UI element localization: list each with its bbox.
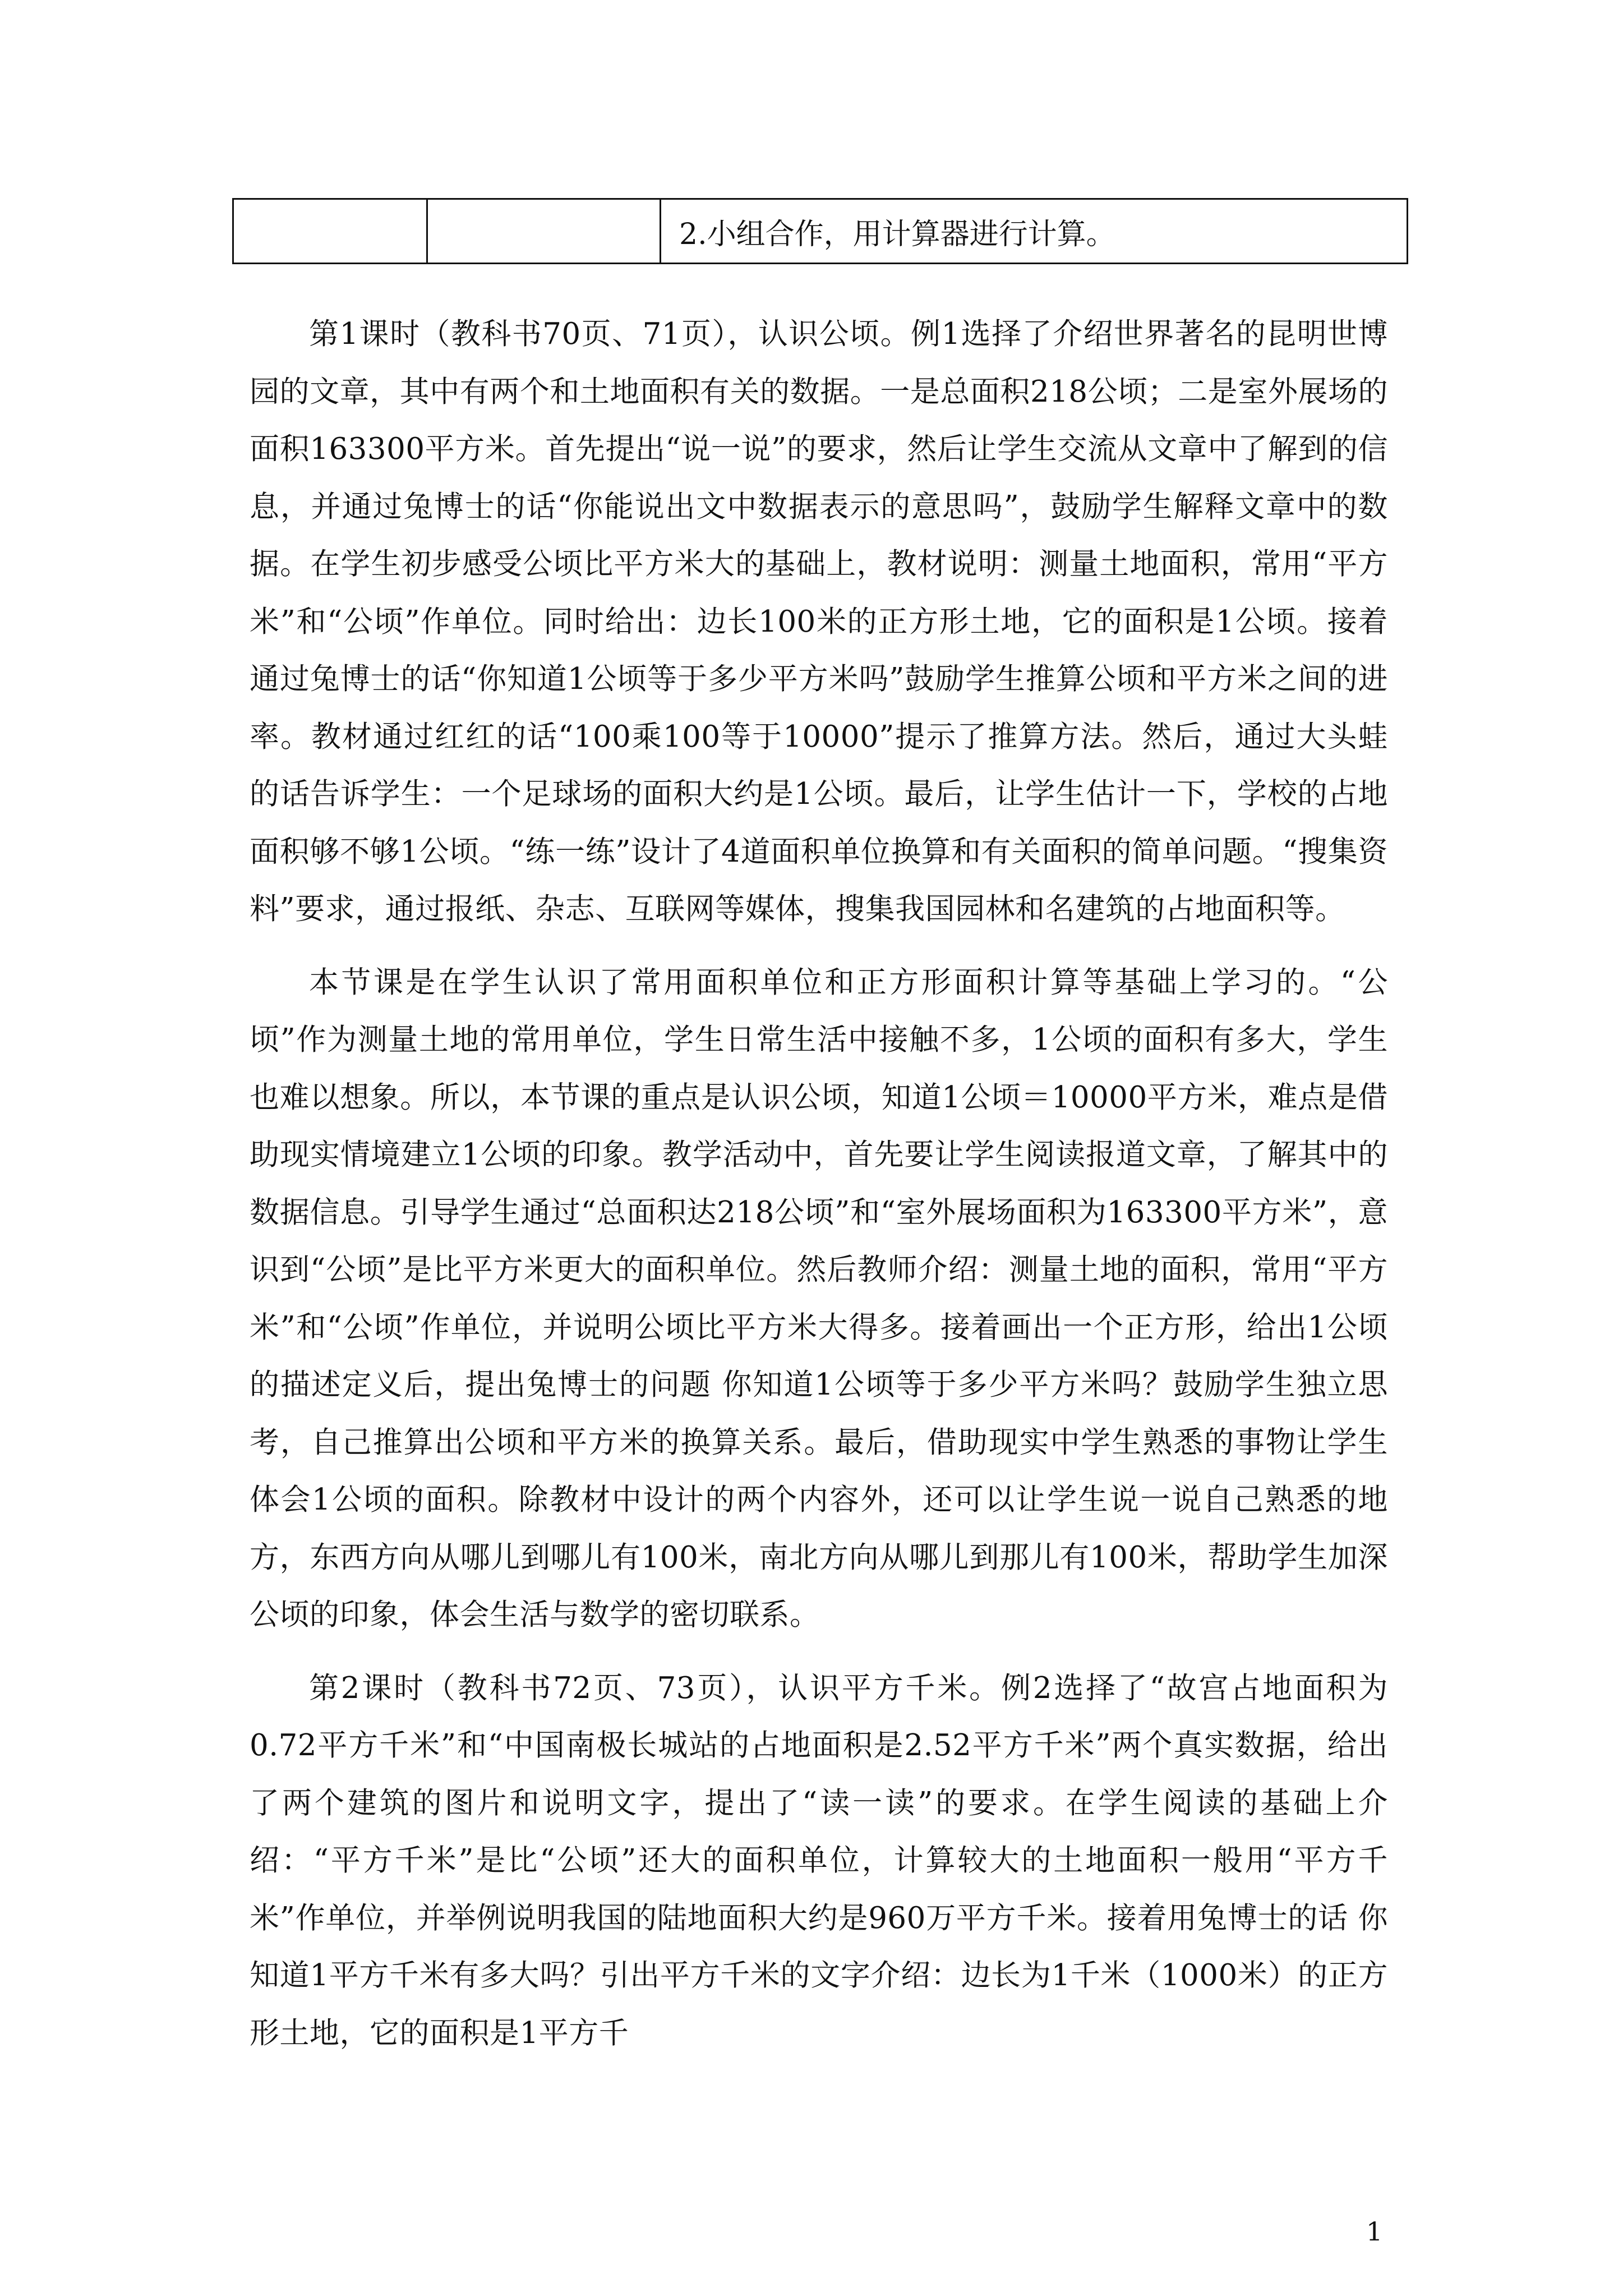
table-row xyxy=(233,199,1408,264)
paragraph: 本节课是在学生认识了常用面积单位和正方形面积计算等基础上学习的。“公顷”作为测量土地的常用单位，学生日常生活中接触不多，1公顷的面积有多大，学生也难以想象。所以，本节课的重点是认识公顷，知道1公顷＝10000平方米，难点是借助现实情境建立1公顷的印象。教学活动中，首先要让学生阅读报道文章，了解其中的数据信息。引导学生通过“总面积达218公顷”和“室外展场面积为163300平方米”，意识到“公顷”是比平方米更大的面积单位。然后教师介绍：测量土地的面积，常用“平方米”和“公顷”作单位，并说明公顷比平方米大得多。接着画出一个正方形，给出1公顷的描述定义后，提出兔博士的问题 你知道1公顷等于多少平方米吗？鼓励学生独立思考，自己推算出公顷和平方米的换算关系。最后，借助现实中学生熟悉的事物让学生体会1公顷的面积。除教材中设计的两个内容外，还可以让学生说一说自己熟悉的地方，东西方向从哪儿到哪儿有100米，南北方向从哪儿到那儿有100米，帮助学生加深公顷的印象，体会生活与数学的密切联系。 xyxy=(250,965,1388,1632)
table-cell: 2.小组合作，用计算器进行计算。 xyxy=(661,199,1408,264)
continuation-table xyxy=(232,198,1408,264)
paragraph: 第1课时（教科书70页、71页），认识公顷。例1选择了介绍世界著名的昆明世博园的文章，其中有两个和土地面积有关的数据。一是总面积218公顷；二是室外展场的面积163300平方米。首先提出“说一说”的要求，然后让学生交流从文章中了解到的信息，并通过兔博士的话“你能说出文中数据表示的意思吗”，鼓励学生解释文章中的数据。在学生初步感受公顷比平方米大的基础上，教材说明：测量土地面积，常用“平方米”和“公顷”作单位。同时给出：边长100米的正方形土地，它的面积是1公顷。接着通过兔博士的话“你知道1公顷等于多少平方米吗”鼓励学生推算公顷和平方米之间的进率。教材通过红红的话“100乘100等于10000”提示了推算方法。然后，通过大头蛙的话告诉学生：一个足球场的面积大约是1公顷。最后，让学生估计一下，学校的占地面积够不够1公顷。“练一练”设计了4道面积单位换算和有关面积的简单问题。“搜集资料”要求，通过报纸、杂志、互联网等媒体，搜集我国园林和名建筑的占地面积等。 xyxy=(250,317,1388,926)
page-number: 1 xyxy=(1366,2216,1383,2247)
table-cell xyxy=(427,199,661,264)
paragraph: 第2课时（教科书72页、73页），认识平方千米。例2选择了“故宫占地面积为0.72平方千米”和“中国南极长城站的占地面积是2.52平方千米”两个真实数据，给出了两个建筑的图片和说明文字，提出了“读一读”的要求。在学生阅读的基础上介绍：“平方千米”是比“公顷”还大的面积单位，计算较大的土地面积一般用“平方千米”作单位，并举例说明我国的陆地面积大约是960万平方千米。接着用兔博士的话 你知道1平方千米有多大吗？引出平方千米的文字介绍：边长为1千米（1000米）的正方形土地，它的面积是1平方千 xyxy=(250,1671,1388,2050)
body-text xyxy=(250,306,1388,2062)
table-cell xyxy=(233,199,427,264)
